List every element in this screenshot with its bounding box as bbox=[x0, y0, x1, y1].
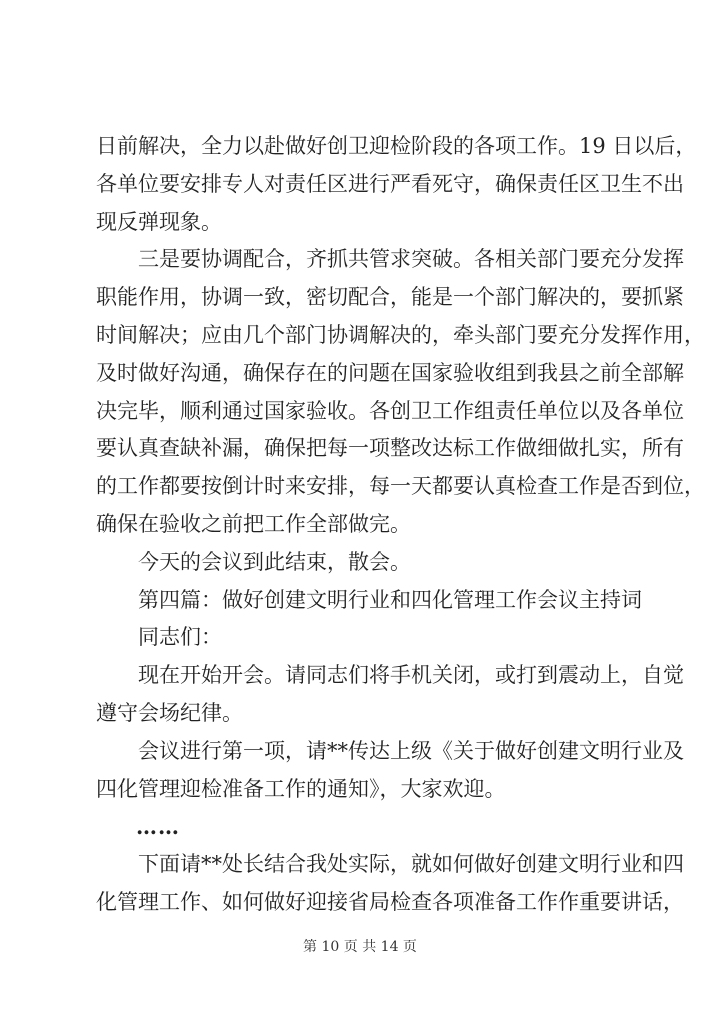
text-line: 四化管理迎检准备工作的通知》，大家欢迎。 bbox=[96, 776, 506, 801]
text-line: 现反弹现象。 bbox=[96, 209, 222, 234]
ellipsis-line: …… bbox=[136, 814, 180, 840]
paragraph-start-line: 三是要协调配合，齐抓共管求突破。各相关部门要充分发挥 bbox=[138, 247, 684, 272]
text-line: 日前解决，全力以赴做好创卫迎检阶段的各项工作。19 日以后， bbox=[96, 134, 697, 158]
text-line: 确保在验收之前把工作全部做完。 bbox=[96, 511, 411, 536]
text-line: 化管理工作、如何做好迎接省局检查各项准备工作作重要讲话， bbox=[96, 889, 684, 914]
document-body bbox=[96, 128, 705, 922]
text-line: 职能作用，协调一致，密切配合，能是一个部门解决的，要抓紧 bbox=[96, 285, 684, 310]
text-line: 各单位要安排专人对责任区进行严看死守，确保责任区卫生不出 bbox=[96, 171, 684, 196]
paragraph-start-line: 现在开始开会。请同志们将手机关闭，或打到震动上，自觉 bbox=[138, 663, 684, 688]
text-line: 的工作都要按倒计时来安排，每一天都要认真检查工作是否到位， bbox=[96, 474, 705, 499]
closing-line: 今天的会议到此结束，散会。 bbox=[138, 549, 411, 574]
salutation: 同志们： bbox=[138, 625, 222, 650]
text-line: 时间解决；应由几个部门协调解决的，牵头部门要充分发挥作用， bbox=[96, 322, 705, 347]
text-line: 决完毕，顺利通过国家验收。各创卫工作组责任单位以及各单位 bbox=[96, 398, 684, 423]
text-line: 及时做好沟通，确保存在的问题在国家验收组到我县之前全部解 bbox=[96, 360, 684, 385]
text-line: 遵守会场纪律。 bbox=[96, 700, 243, 725]
paragraph-start-line: 会议进行第一项，请**传达上级《关于做好创建文明行业及 bbox=[138, 738, 684, 763]
paragraph-start-line: 下面请**处长结合我处实际，就如何做好创建文明行业和四 bbox=[138, 852, 684, 877]
text-line: 要认真查缺补漏，确保把每一项整改达标工作做细做扎实，所有 bbox=[96, 436, 684, 461]
section-title: 第四篇：做好创建文明行业和四化管理工作会议主持词 bbox=[138, 587, 642, 612]
page-number-footer: 第 10 页 共 14 页 bbox=[303, 939, 417, 955]
